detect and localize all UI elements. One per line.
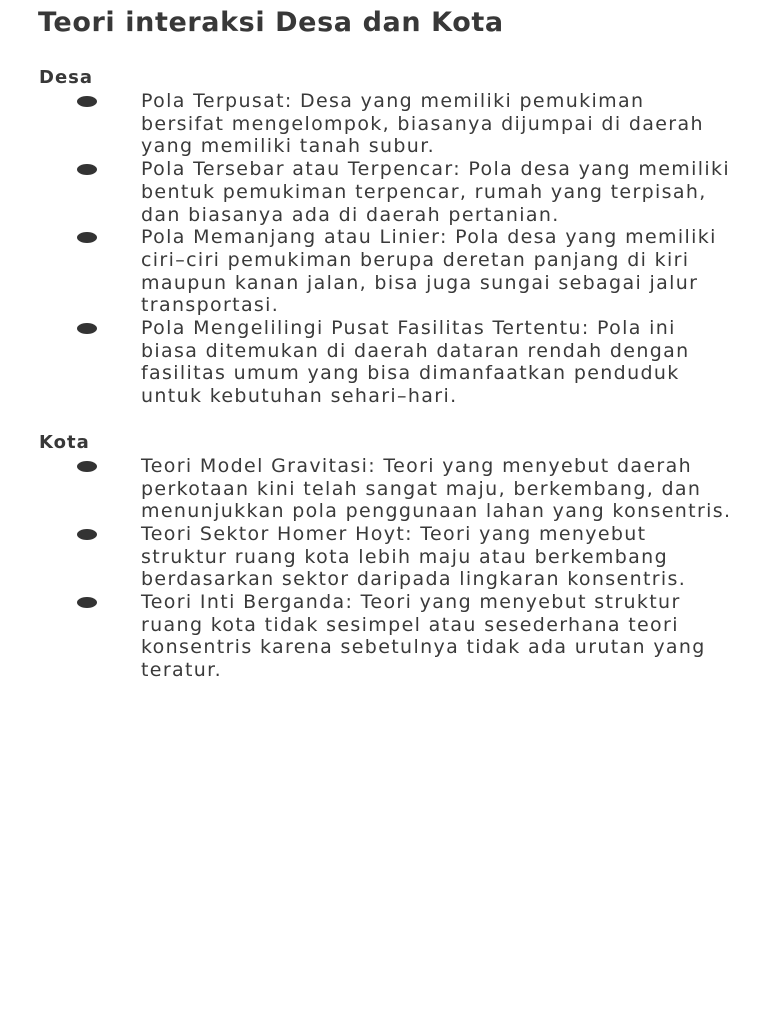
section-heading-desa: Desa	[39, 67, 94, 88]
list-item	[0, 226, 768, 317]
list-item	[0, 591, 768, 682]
list-item-text: Pola Memanjang atau Linier: Pola desa yang memiliki ciri–ciri pemukiman berupa deretan panjang di kiri maupun kanan jalan, bisa juga sungai sebagai jalur transportasi.	[141, 226, 717, 317]
desa-list	[0, 90, 768, 408]
list-item	[0, 523, 768, 591]
bullet-icon	[77, 96, 97, 107]
bullet-icon	[77, 529, 97, 540]
list-item-text: Pola Terpusat: Desa yang memiliki pemukiman bersifat mengelompok, biasanya dijumpai di daerah yang memiliki tanah subur.	[141, 90, 704, 158]
bullet-icon	[77, 597, 97, 608]
list-item-text: Teori Inti Berganda: Teori yang menyebut struktur ruang kota tidak sesimpel atau sesederhana teori konsentris karena sebetulnya tidak ada urutan yang teratur.	[141, 591, 706, 682]
page-title: Teori interaksi Desa dan Kota	[38, 7, 504, 38]
list-item	[0, 90, 768, 158]
list-item-text: Pola Mengelilingi Pusat Fasilitas Tertentu: Pola ini biasa ditemukan di daerah dataran rendah dengan fasilitas umum yang bisa dimanfaatkan penduduk untuk kebutuhan sehari–hari.	[141, 317, 690, 408]
list-item-text: Teori Model Gravitasi: Teori yang menyebut daerah perkotaan kini telah sangat maju, berkembang, dan menunjukkan pola penggunaan lahan yang konsentris.	[141, 454, 732, 523]
list-item	[0, 158, 768, 226]
bullet-icon	[77, 461, 97, 472]
bullet-icon	[77, 323, 97, 334]
kota-list	[0, 455, 768, 682]
bullet-icon	[77, 164, 97, 175]
list-item-text: Pola Tersebar atau Terpencar: Pola desa yang memiliki bentuk pemukiman terpencar, rumah yang terpisah, dan biasanya ada di daerah pertanian.	[141, 158, 730, 226]
bullet-icon	[77, 232, 97, 243]
list-item-text: Teori Sektor Homer Hoyt: Teori yang menyebut struktur ruang kota lebih maju atau berkembang berdasarkan sektor daripada lingkaran konsentris.	[141, 522, 687, 591]
list-item	[0, 455, 768, 523]
section-heading-kota: Kota	[39, 431, 90, 453]
list-item	[0, 317, 768, 408]
